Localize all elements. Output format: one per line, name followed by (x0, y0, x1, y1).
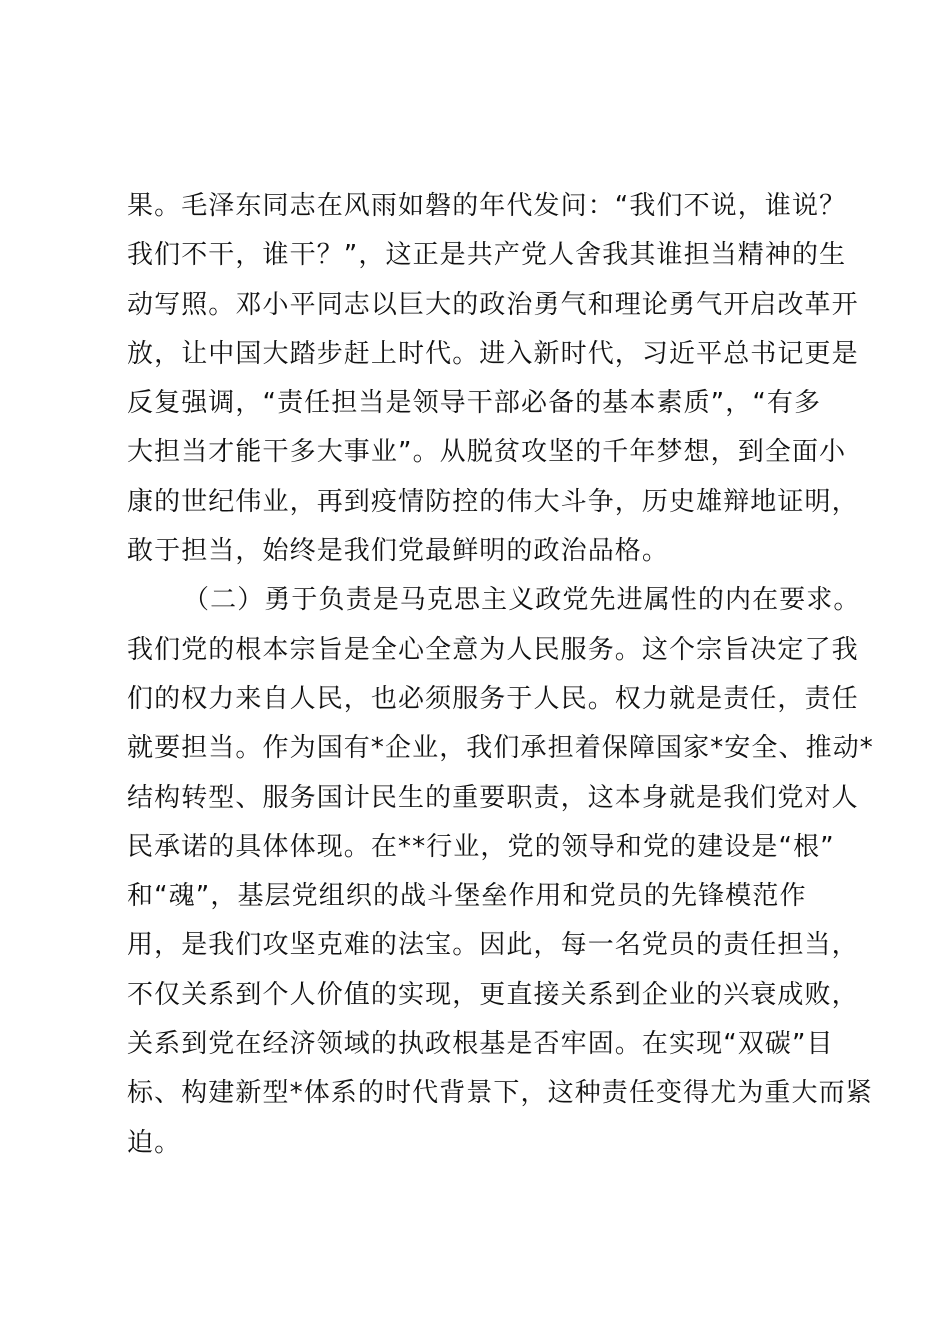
text-line: 们的权力来自人民，也必须服务于人民。权力就是责任，责任 (127, 683, 859, 714)
text-line: 和“魂”，基层党组织的战斗堡垒作用和党员的先锋模范作 (127, 881, 807, 912)
text-line: 关系到党在经济领域的执政根基是否牢固。在实现“双碳”目 (127, 1029, 834, 1060)
text-line: 康的世纪伟业，再到疫情防控的伟大斗争，历史雄辩地证明， (127, 486, 859, 517)
text-line: 动写照。邓小平同志以巨大的政治勇气和理论勇气开启改革开 (127, 289, 859, 320)
text-line: 放，让中国大踏步赶上时代。进入新时代，习近平总书记更是 (127, 338, 859, 369)
paragraph-2 (127, 576, 874, 1168)
text-line: 大担当才能干多大事业”。从脱贫攻坚的千年梦想，到全面小 (127, 437, 847, 468)
text-line: 果。毛泽东同志在风雨如磐的年代发问：“我们不说，谁说？ (127, 191, 847, 221)
text-line: 我们党的根本宗旨是全心全意为人民服务。这个宗旨决定了我 (127, 634, 859, 665)
paragraph-1 (127, 182, 859, 576)
text-line: 民承诺的具体体现。在**行业，党的领导和党的建设是“根” (127, 831, 835, 862)
text-line: 敢于担当，始终是我们党最鲜明的政治品格。 (127, 536, 670, 567)
text-line: 用，是我们攻坚克难的法宝。因此，每一名党员的责任担当， (127, 930, 859, 961)
text-line: 标、构建新型*体系的时代背景下，这种责任变得尤为重大而紧 (127, 1078, 873, 1109)
text-line: 迫。 (127, 1127, 182, 1158)
text-line: 不仅关系到个人价值的实现，更直接关系到企业的兴衰成败， (127, 979, 859, 1010)
section-heading-line: （二）勇于负责是马克思主义政党先进属性的内在要求。 (183, 585, 861, 616)
text-line: 反复强调，“责任担当是领导干部必备的基本素质”，“有多 (127, 388, 822, 419)
document-body (127, 182, 874, 1168)
text-line: 我们不干，谁干？”，这正是共产党人舍我其谁担当精神的生 (127, 240, 847, 271)
text-line: 就要担当。作为国有*企业，我们承担着保障国家*安全、推动* (127, 733, 874, 764)
text-line: 结构转型、服务国计民生的重要职责，这本身就是我们党对人 (127, 782, 859, 813)
